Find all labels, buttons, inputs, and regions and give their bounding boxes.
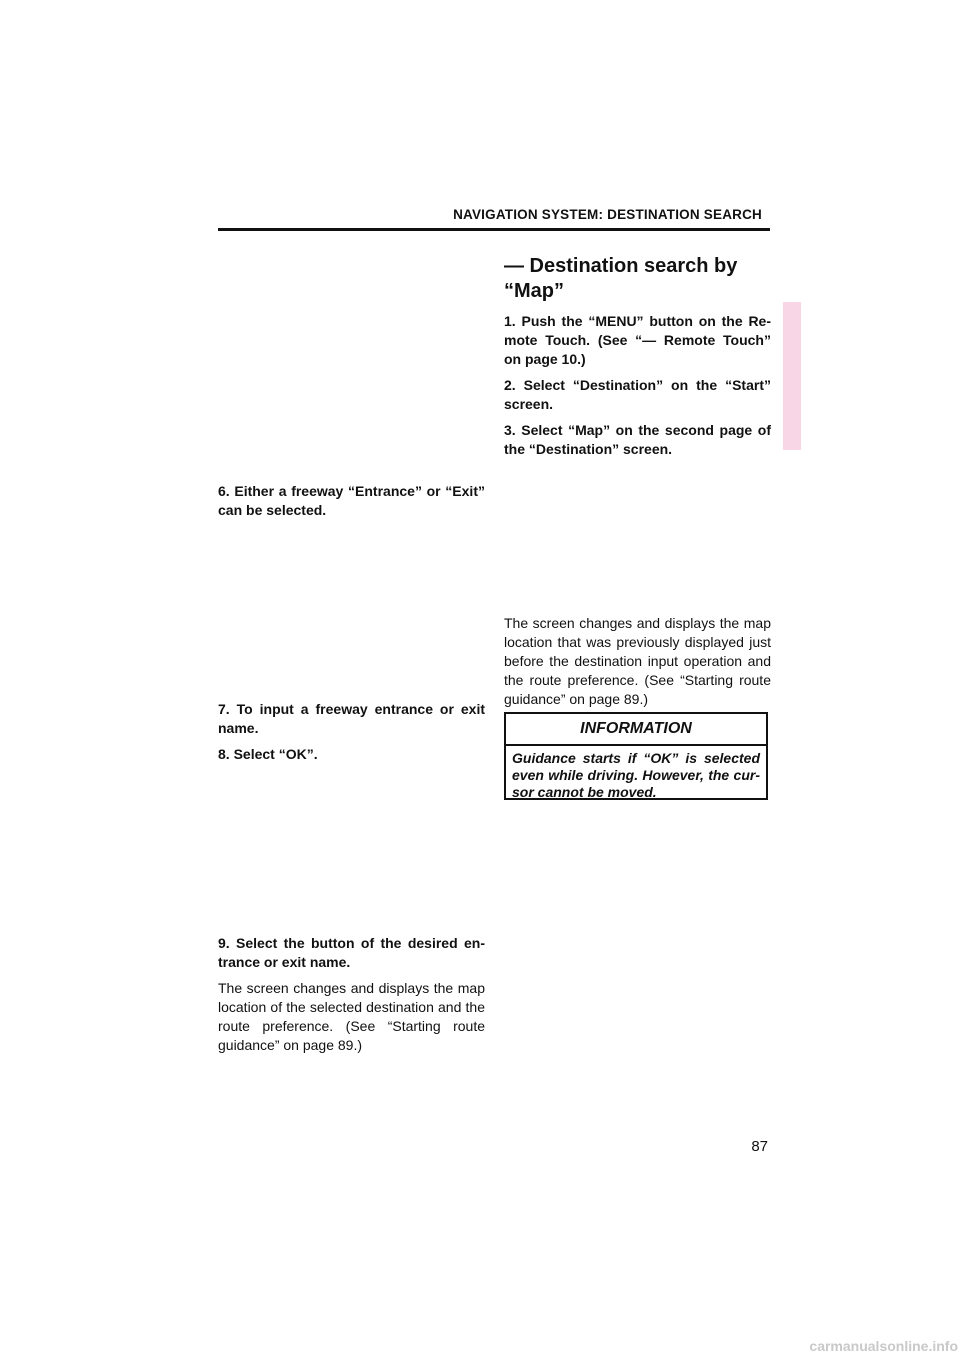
step-3: 3. Select “Map” on the second page of the “Destination” screen.	[504, 422, 771, 457]
information-title: INFORMATION	[580, 720, 692, 737]
information-rule	[506, 744, 766, 746]
information-text: Guidance starts if “OK” is selected even while driving. However, the cur-sor cannot be moved.	[512, 750, 760, 800]
header-rule	[218, 228, 770, 231]
left-column-step-9	[218, 934, 485, 1055]
information-box	[504, 712, 768, 800]
page-number: 87	[751, 1138, 768, 1155]
step-9: 9. Select the button of the desired en-trance or exit name.	[218, 935, 485, 970]
step-1: 1. Push the “MENU” button on the Re-mote Touch. (See “— Remote Touch” on page 10.)	[504, 313, 771, 367]
section-title: — Destination search by “Map”	[504, 255, 738, 302]
running-header: NAVIGATION SYSTEM: DESTINATION SEARCH	[453, 207, 762, 222]
watermark: carmanualsonline.info	[809, 1338, 958, 1354]
step-7: 7. To input a freeway entrance or exit name.	[218, 701, 485, 736]
right-column-steps	[504, 312, 771, 466]
left-column	[218, 482, 485, 527]
section-tab-marker	[783, 302, 801, 450]
left-result-paragraph: The screen changes and displays the map location of the selected destination and the route preference. (See “Starting route guidance” on page 89.)	[218, 980, 485, 1053]
step-6: 6. Either a freeway “Entrance” or “Exit” can be selected.	[218, 483, 485, 518]
right-column-result	[504, 614, 771, 709]
step-8: 8. Select “OK”.	[218, 746, 318, 762]
step-2: 2. Select “Destination” on the “Start” screen.	[504, 377, 771, 412]
left-column-steps-7-8	[218, 700, 485, 771]
right-result-paragraph: The screen changes and displays the map location that was previously displayed just before the destination input operation and the route preference. (See “Starting route guidance” on page 89.)	[504, 615, 771, 707]
